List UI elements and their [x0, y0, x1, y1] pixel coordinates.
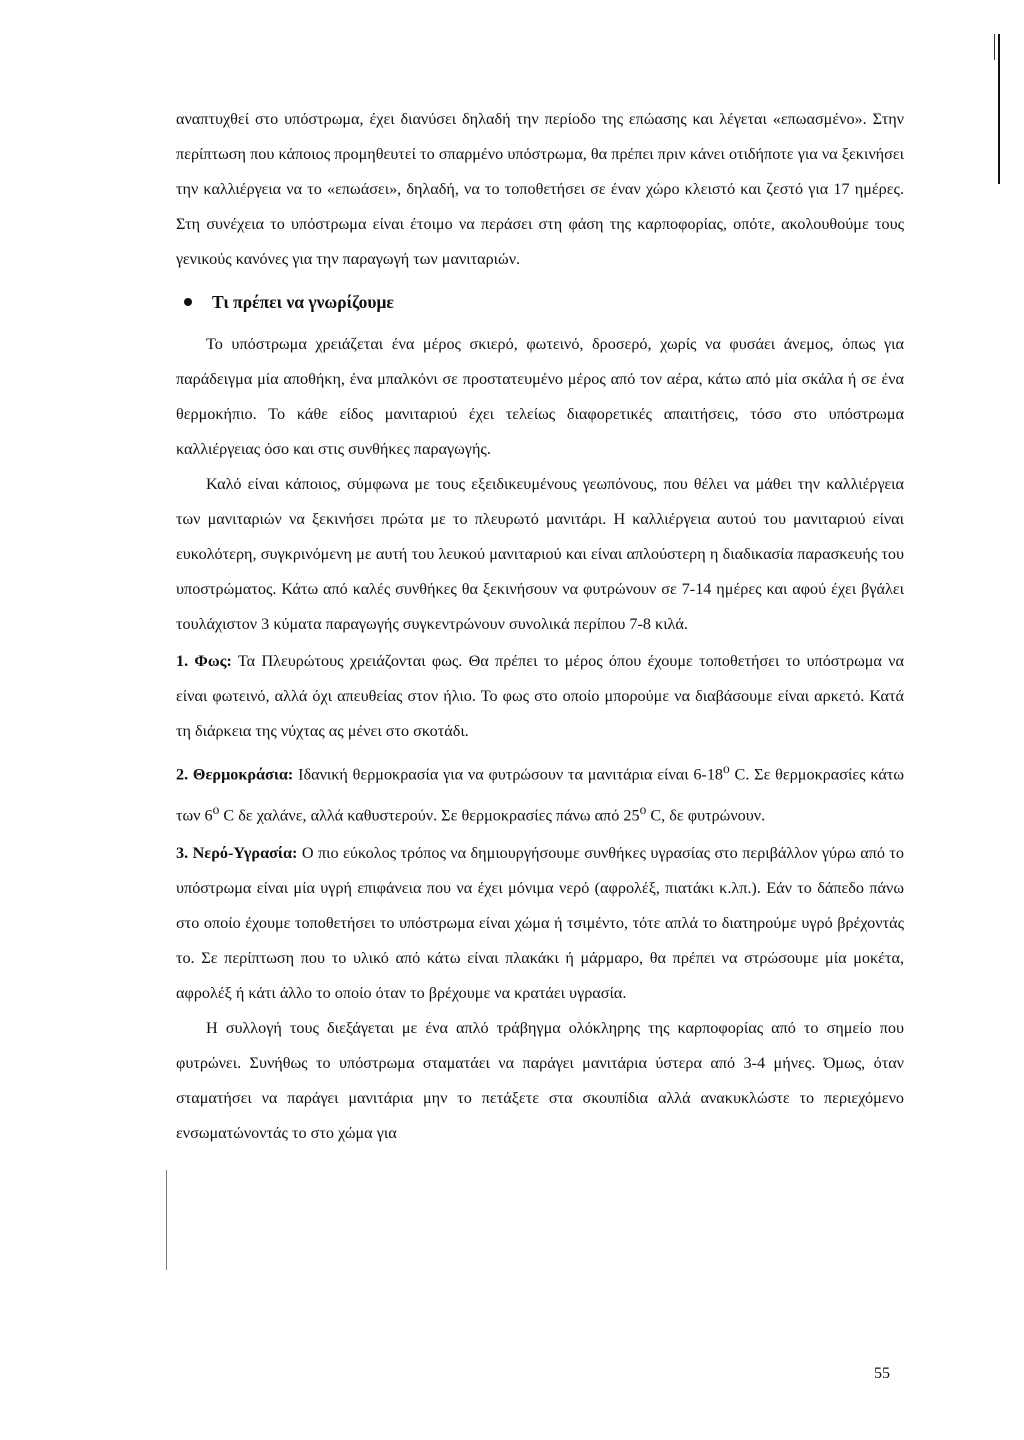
list-item-label: Θερμοκράσια: — [192, 765, 294, 784]
paragraph-continuation: αναπτυχθεί στο υπόστρωμα, έχει διανύσει δηλαδή την περίοδο της επώασης και λέγεται «επωασμένο». Στην περίπτωση που κάποιος προμηθευτεί το σπαρμένο υπόστρωμα, θα πρέπει πριν κάνει οτιδήποτε για να ξεκινήσει την καλλιέργεια να το «επωάσει», δηλαδή, να το τοποθετήσει σε έναν χώρο κλειστό και ζεστό για 17 ημέρες. Στη συνέχεια το υπόστρωμα είναι έτοιμο να περάσει στη φάση της καρποφορίας, οπότε, ακολουθούμε τους γενικούς κανόνες για την παραγωγή των μανιταριών. — [176, 110, 904, 268]
list-item-text: Ο πιο εύκολος τρόπος να δημιουργήσουμε συνθήκες υγρασίας στο περιβάλλον γύρω από το υπόστρωμα είναι μία υγρή επιφάνεια που να έχει μόνιμα νερό (αφρολέξ, πιατάκι κ.λπ.). Εάν το δάπεδο πάνω στο οποίο έχουμε τοποθετήσει το υπόστρωμα είναι χώμα ή τσιμέντο, τότε απλά το διατηρούμε υγρό βρέχοντάς το. Σε περίπτωση που το υλικό από κάτω είναι πλακάκι ή μάρμαρο, θα πρέπει να στρώσουμε μία μοκέτα, αφρολέξ ή κάτι άλλο το οποίο όταν το βρέχουμε να κρατάει υγρασία. — [176, 843, 905, 1002]
list-item-text: C. Σε θερμοκρασίες κάτω των 6 — [176, 765, 905, 825]
list-item-label: Νερό-Υγρασία: — [192, 843, 298, 862]
list-item-text: Τα Πλευρώτους χρειάζονται φως. Θα πρέπει το μέρος όπου έχουμε τοποθετήσει το υπόστρωμα να είναι φωτεινό, αλλά όχι απευθείας στον ήλιο. Το φως στο οποίο μπορούμε να διαβάσουμε είναι αρκετό. Κατά τη διάρκεια της νύχτας ας μένει στο σκοτάδι. — [176, 652, 904, 740]
section-heading — [176, 277, 904, 327]
list-item-number: 1. — [176, 652, 189, 670]
list-item-water-humidity — [176, 836, 904, 1011]
document-page — [176, 102, 904, 1151]
list-item-text: C δε χαλάνε, αλλά καθυστερούν. Σε θερμοκρασίες πάνω από 25 — [219, 806, 640, 825]
list-item-temperature — [176, 751, 904, 834]
degree-superscript: ο — [212, 802, 220, 818]
scan-margin-line — [166, 1170, 167, 1270]
list-item-light — [176, 644, 904, 749]
scan-edge-line-thin — [994, 34, 995, 60]
section-heading-text: Τι πρέπει να γνωρίζουμε — [212, 292, 394, 312]
page-number: 55 — [874, 1365, 890, 1382]
list-item-text: Ιδανική θερμοκρασία για να φυτρώσουν τα μανιτάρια είναι 6-18 — [298, 765, 724, 784]
list-item-number: 2. — [176, 765, 189, 784]
degree-superscript: ο — [639, 802, 647, 818]
bullet-icon — [184, 298, 192, 306]
paragraph-harvest: Η συλλογή τους διεξάγεται με ένα απλό τράβηγμα ολόκληρης της καρποφορίας από το σημείο που φυτρώνει. Συνήθως το υπόστρωμα σταματάει να παράγει μανιτάρια ύστερα από 3-4 μήνες. Όμως, όταν σταματήσει να παράγει μανιτάρια μην το πετάξετε στα σκουπίδια αλλά ανακυκλώστε το περιεχόμενο ενσωματώνοντάς το στο χώμα για — [176, 1018, 904, 1142]
list-item-label: Φως: — [194, 652, 232, 670]
paragraph-oyster-mushroom: Καλό είναι κάποιος, σύμφωνα με τους εξειδικευμένους γεωπόνους, που θέλει να μάθει την καλλιέργεια των μανιταριών να ξεκινήσει πρώτα με το πλευρωτό μανιτάρι. Η καλλιέργεια αυτού του μανιταριού είναι ευκολότερη, συγκρινόμενη με αυτή του λευκού μανιταριού και είναι απλούστερη η διαδικασία παρασκευής του υποστρώματος. Κάτω από καλές συνθήκες θα ξεκινήσουν να φυτρώνουν σε 7-14 ημέρες και αφού έχει βγάλει τουλάχιστον 3 κύματα παραγωγής συγκεντρώνουν συνολικά περίπου 7-8 κιλά. — [176, 475, 904, 633]
scan-edge-line — [998, 34, 1000, 184]
paragraph-requirements: Το υπόστρωμα χρειάζεται ένα μέρος σκιερό, φωτεινό, δροσερό, χωρίς να φυσάει άνεμος, όπως για παράδειγμα μία αποθήκη, ένα μπαλκόνι σε προστατευμένο μέρος από τον αέρα, κάτω από μία σκάλα ή σε ένα θερμοκήπιο. Το κάθε είδος μανιταριού έχει τελείως διαφορετικές απαιτήσεις, τόσο στο υπόστρωμα καλλιέργειας όσο και στις συνθήκες παραγωγής. — [176, 335, 904, 458]
list-item-number: 3. — [176, 843, 189, 862]
degree-superscript: ο — [723, 761, 730, 776]
list-item-text: C, δε φυτρώνουν. — [646, 806, 766, 825]
